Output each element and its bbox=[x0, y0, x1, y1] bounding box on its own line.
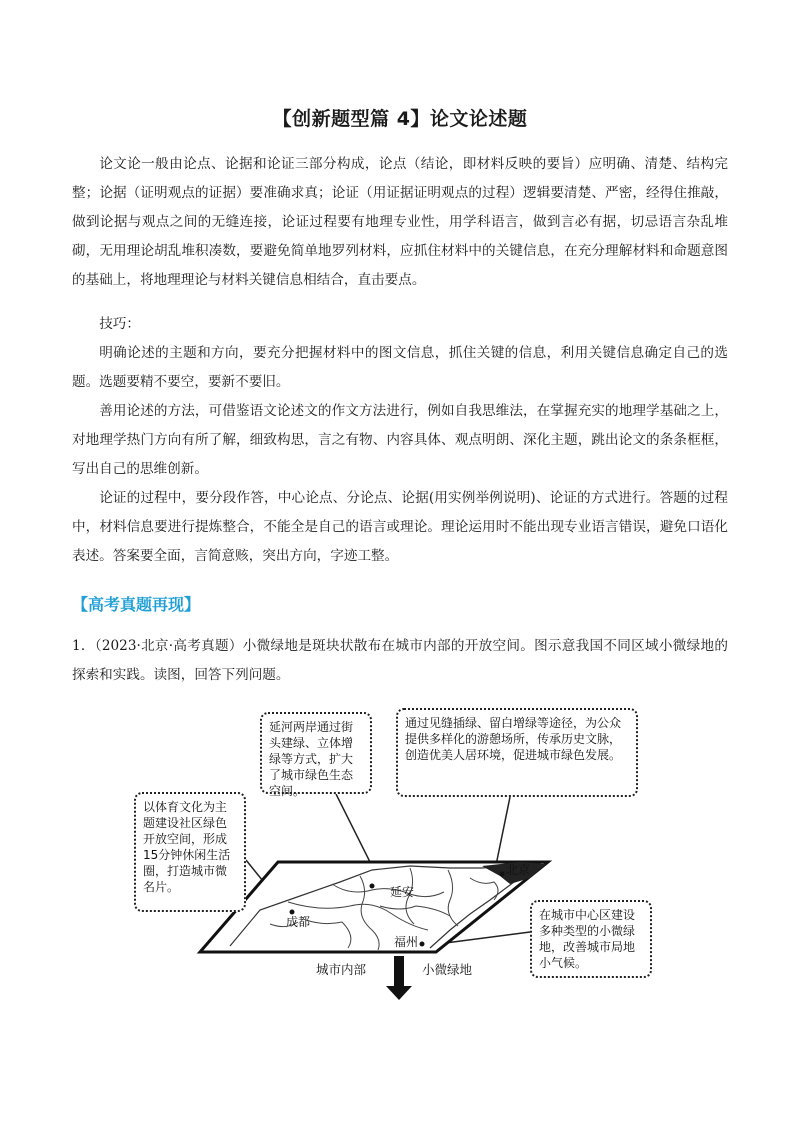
city-label-fuzhou: 福州 bbox=[394, 935, 419, 949]
page-title: 【创新题型篇 4】论文论述题 bbox=[272, 108, 528, 130]
marker-chengdu bbox=[290, 910, 295, 915]
skill-paragraph-3: 论证的过程中，要分段作答，中心论点、分论点、论据(用实例举例说明)、论证的方式进行。答题的过程中，材料信息要进行提炼整合，不能全是自己的语言或理论。理论运用时不能出现专业语言错误，避免口语化表述。答案要全面，言简意赅，突出方向，字迹工整。 bbox=[72, 490, 728, 564]
skill-paragraph-1: 明确论述的主题和方向，要充分把握材料中的图文信息，抓住关键的信息，利用关键信息确定自己的选题。选题要精不要空，要新不要旧。 bbox=[72, 345, 728, 390]
caption-micro-green: 小微绿地 bbox=[422, 962, 473, 977]
marker-yanan bbox=[370, 884, 375, 889]
skills-label: 技巧： bbox=[99, 316, 140, 332]
figure-micro-green-space bbox=[110, 700, 670, 1040]
connector-beijing bbox=[495, 797, 510, 870]
callout-fuzhou: 在城市中心区建设多种类型的小微绿地，改善城市局地小气候。 bbox=[530, 900, 652, 978]
skill-paragraph-2: 善用论述的方法，可借鉴语文论述文的作文方法进行，例如自我思维法，在掌握充实的地理学基础之上，对地理学热门方向有所了解，细致构思，言之有物、内容具体、观点明朗、深化主题，跳出论文的条条框框，写出自己的思维创新。 bbox=[72, 403, 728, 477]
question-1: 1．（2023·北京·高考真题）小微绿地是斑块状散布在城市内部的开放空间。图示意我国不同区域小微绿地的探索和实践。读图，回答下列问题。 bbox=[72, 638, 728, 683]
callout-chengdu: 以体育文化为主题建设社区绿色开放空间，形成15分钟休闲生活圈，打造城市微名片。 bbox=[134, 792, 246, 912]
caption-inner-city: 城市内部 bbox=[316, 962, 367, 977]
callout-yanhe: 延河两岸通过街头建绿、立体增绿等方式，扩大了城市绿色生态空间。 bbox=[260, 712, 372, 794]
marker-fuzhou bbox=[420, 942, 425, 947]
marker-beijing bbox=[500, 872, 505, 877]
city-label-beijing: 北京 bbox=[506, 863, 531, 877]
map-plane bbox=[200, 862, 548, 952]
city-label-yanan: 延安 bbox=[390, 885, 415, 899]
callout-beijing: 通过见缝插绿、留白增绿等途径，为公众提供多样化的游憩场所，传承历史文脉，创造优美人居环境，促进城市绿色发展。 bbox=[396, 708, 638, 797]
section-heading: 【高考真题再现】 bbox=[72, 595, 201, 614]
down-arrow-icon bbox=[386, 986, 412, 1000]
down-arrow-shaft bbox=[394, 956, 404, 986]
city-label-chengdu: 成都 bbox=[286, 915, 311, 929]
intro-paragraph: 论文论一般由论点、论据和论证三部分构成，论点（结论，即材料反映的要旨）应明确、清楚、结构完整；论据（证明观点的证据）要准确求真；论证（用证据证明观点的过程）逻辑要清楚、严密，经得住推敲，做到论据与观点之间的无缝连接，论证过程要有地理专业性，用学科语言，做到言必有据，切忌语言杂乱堆砌，无用理论胡乱堆积凑数，要避免简单地罗列材料，应抓住材料中的关键信息，在充分理解材料和命题意图的基础上，将地理理论与材料关键信息相结合，直击要点。 bbox=[72, 156, 728, 288]
